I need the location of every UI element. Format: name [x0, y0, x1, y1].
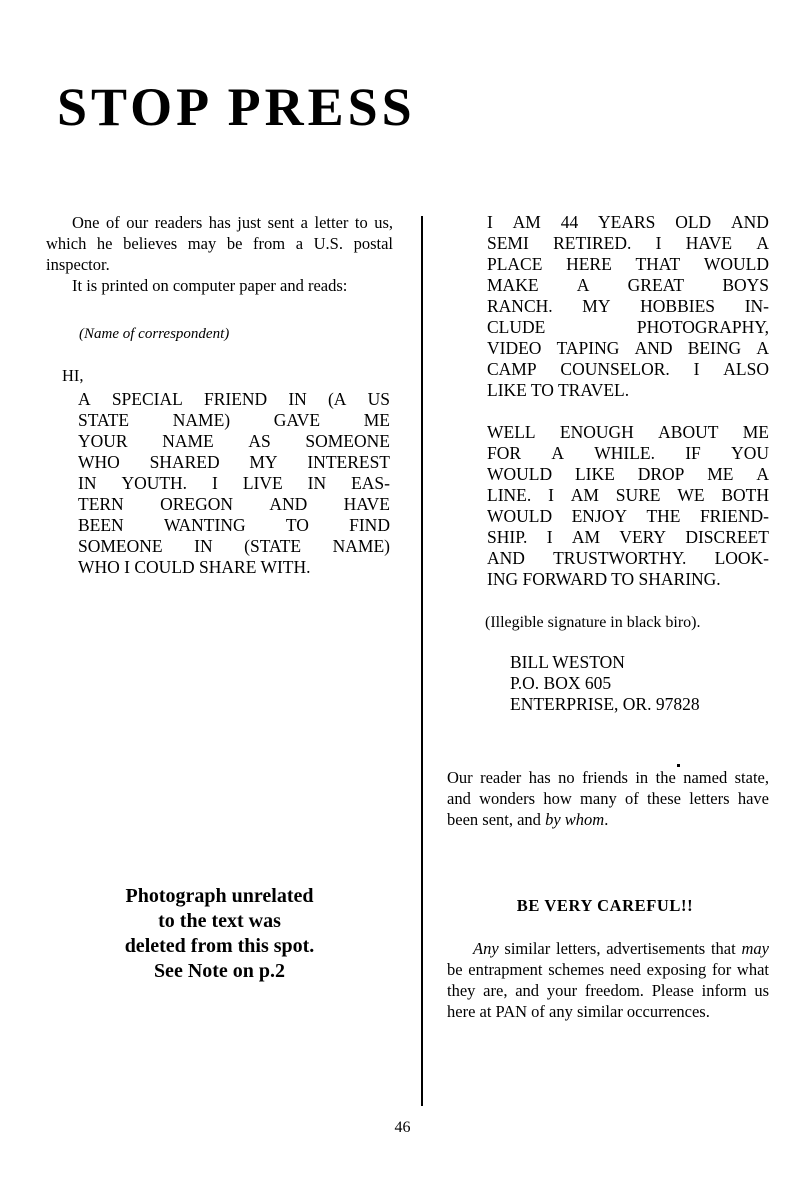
text-line: WHO I COULD SHARE WITH. — [78, 557, 311, 577]
text-line: YOUR NAME AS SOMEONE — [78, 431, 390, 451]
text-line: RANCH. MY HOBBIES IN- — [487, 296, 769, 316]
text-line: SOMEONE IN (STATE NAME) — [78, 536, 390, 556]
text-line: TERN OREGON AND HAVE — [78, 494, 390, 514]
editor-note-text-after: . — [604, 810, 609, 829]
letter-salutation: HI, — [62, 366, 84, 385]
text-line: to the text was — [158, 910, 281, 932]
correspondent-placeholder-line: (Name of correspondent) — [79, 326, 230, 342]
signature-note: (Illegible signature in black biro). — [485, 614, 701, 631]
text-line: AND TRUSTWORTHY. LOOK- — [487, 548, 769, 568]
right-column — [447, 212, 769, 1022]
editor-note-emphasis: by whom — [545, 810, 605, 829]
text-line: SEMI RETIRED. I HAVE A — [487, 233, 769, 253]
text-line: SHIP. I AM VERY DISCREET — [487, 527, 769, 547]
letter-body-right-part-1 — [487, 212, 769, 401]
text-line: WOULD ENJOY THE FRIEND- — [487, 506, 769, 526]
text-line: P.O. BOX 605 — [510, 673, 612, 693]
text-line: LINE. I AM SURE WE BOTH — [487, 485, 769, 505]
editor-note-text-before: Our reader has no friends in the named state, and wonders how many of these letters have been sent, and — [447, 768, 769, 829]
editor-note-paragraph — [447, 767, 769, 830]
stray-ink-mark — [677, 764, 680, 767]
text-line: WHO SHARED MY INTEREST — [78, 452, 390, 472]
text-line: BILL WESTON — [510, 652, 625, 672]
text-line: IN YOUTH. I LIVE IN EAS- — [78, 473, 390, 493]
warning-heading: BE VERY CAREFUL!! — [516, 896, 694, 915]
text-line: LIKE TO TRAVEL. — [487, 380, 630, 400]
closing-text-1: similar letters, advertisements that — [498, 939, 742, 958]
column-divider-rule — [421, 216, 423, 1106]
text-line: WOULD LIKE DROP ME A — [487, 464, 769, 484]
page-number: 46 — [394, 1119, 411, 1136]
text-line: BEEN WANTING TO FIND — [78, 515, 390, 535]
text-line: VIDEO TAPING AND BEING A — [487, 338, 769, 358]
text-line: ING FORWARD TO SHARING. — [487, 569, 721, 589]
sender-address-block — [447, 652, 769, 715]
text-line: FOR A WHILE. IF YOU — [487, 443, 769, 463]
closing-emphasis-2: may — [741, 939, 769, 958]
text-line: See Note on p.2 — [153, 960, 286, 982]
text-line: A SPECIAL FRIEND IN (A US — [78, 389, 390, 409]
closing-text-2: be entrapment schemes need exposing for what they are, and your freedom. Please inform us here at PAN of any similar occurrences. — [447, 960, 769, 1021]
text-line: PLACE HERE THAT WOULD — [487, 254, 769, 274]
closing-emphasis-1: Any — [473, 939, 499, 958]
text-line: CAMP COUNSELOR. I ALSO — [487, 359, 769, 379]
text-line: WELL ENOUGH ABOUT ME — [487, 422, 769, 442]
text-line: CLUDE PHOTOGRAPHY, — [487, 317, 769, 337]
text-line: deleted from this spot. — [124, 935, 315, 957]
text-line: STATE NAME) GAVE ME — [78, 410, 390, 430]
text-line: I AM 44 YEARS OLD AND — [487, 212, 769, 232]
page-title: STOP PRESS — [57, 77, 416, 138]
text-line: Photograph unrelated — [125, 885, 314, 907]
text-line: ENTERPRISE, OR. 97828 — [510, 694, 700, 714]
letter-body-left — [78, 389, 390, 578]
text-line: MAKE A GREAT BOYS — [487, 275, 769, 295]
photo-removed-note — [46, 884, 393, 984]
closing-paragraph — [447, 938, 769, 1022]
left-column — [46, 212, 393, 578]
intro-paragraph-2: It is printed on computer paper and reads: — [72, 276, 348, 295]
intro-paragraph-1: One of our readers has just sent a letter to us, which he believes may be from a U.S. postal inspector. — [46, 213, 393, 274]
letter-body-right-part-2 — [487, 422, 769, 590]
